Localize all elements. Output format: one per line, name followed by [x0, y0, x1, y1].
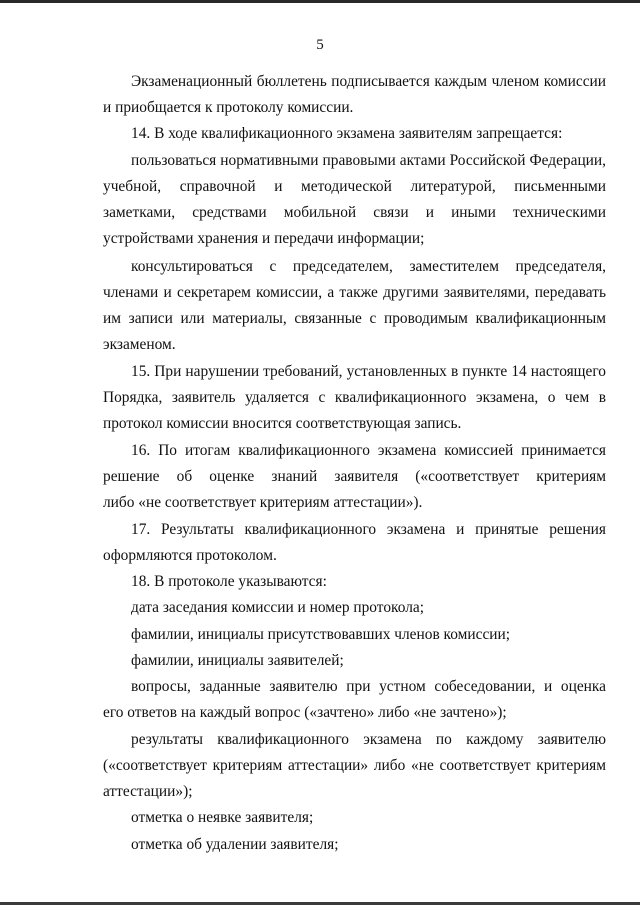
text-line: его ответов на каждый вопрос («зачтено» либо «не зачтено»);	[103, 704, 507, 721]
text-line: устройствами хранения и передачи информации;	[103, 230, 425, 247]
text-line: членами и секретарем комиссии, а также другими заявителями, передавать	[103, 284, 606, 301]
text-line: Порядка, заявитель удаляется с квалификационного экзамена, о чем в	[103, 389, 606, 406]
page-number: 5	[316, 37, 324, 53]
text-line: дата заседания комиссии и номер протокола;	[131, 599, 424, 616]
text-line: («соответствует критериям аттестации» либо «не соответствует критериям	[103, 757, 606, 774]
text-line: пользоваться нормативными правовыми актами Российской Федерации,	[131, 152, 606, 169]
text-line: фамилии, инициалы присутствовавших членов комиссии;	[131, 626, 511, 643]
text-line: и приобщается к протоколу комиссии.	[103, 99, 354, 116]
text-line: оформляются протоколом.	[103, 547, 277, 564]
top-scan-border	[0, 0, 640, 3]
text-line: решение об оценке знаний заявителя («соответствует критериям	[103, 468, 606, 485]
text-line: протокол комиссии вносится соответствующая запись.	[103, 415, 462, 432]
text-line: учебной, справочной и методической литературой, письменными	[103, 178, 606, 195]
text-line: Экзаменационный бюллетень подписывается каждым членом комиссии	[131, 73, 606, 90]
text-line: результаты квалификационного экзамена по каждому заявителю	[131, 731, 606, 748]
text-line: отметка о неявке заявителя;	[131, 809, 314, 826]
text-line: отметка об удалении заявителя;	[131, 836, 339, 853]
text-line: фамилии, инициалы заявителей;	[131, 652, 344, 669]
text-line: экзаменом.	[103, 336, 176, 353]
text-line: 15. При нарушении требований, установленных в пункте 14 настоящего	[131, 363, 606, 380]
text-line: заметками, средствами мобильной связи и иными техническими	[103, 204, 606, 221]
text-line: аттестации»);	[103, 783, 193, 800]
text-line: 14. В ходе квалификационного экзамена заявителям запрещается:	[131, 125, 563, 142]
text-line: 18. В протоколе указываются:	[131, 573, 327, 590]
text-line: 17. Результаты квалификационного экзамена и принятые решения	[131, 521, 606, 538]
text-line: либо «не соответствует критериям аттестации»).	[103, 494, 423, 511]
text-line: 16. По итогам квалификационного экзамена комиссией принимается	[131, 442, 606, 459]
text-line: вопросы, заданные заявителю при устном собеседовании, и оценка	[131, 678, 606, 695]
text-line: им записи или материалы, связанные с проводимым квалификационным	[103, 310, 606, 327]
text-line: консультироваться с председателем, заместителем председателя,	[131, 258, 606, 275]
